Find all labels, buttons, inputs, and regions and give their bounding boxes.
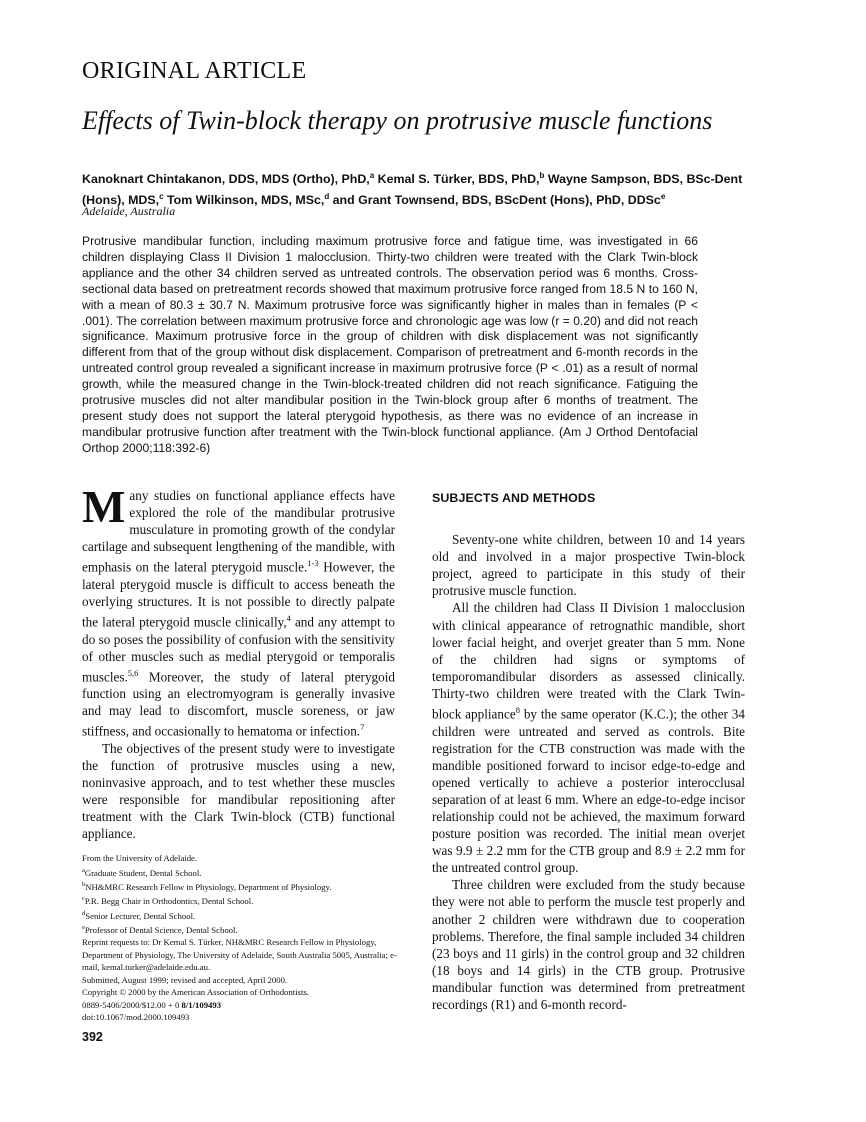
methods-paragraph-2	[432, 599, 745, 876]
intro-text-b: However, the lateral pterygoid muscle is difficult to access beneath the overlying structures. It is not possible to directly palpate the lateral pterygoid muscle clinically,	[82, 559, 396, 630]
footnote-doi: doi:10.1067/mod.2000.109493	[82, 1012, 190, 1023]
page-number: 392	[82, 1030, 103, 1044]
abstract: Protrusive mandibular function, including maximum protrusive force and fatigue time, was investigated in 66 children displaying Class II Division 1 malocclusion. Thirty-two children were treated with the Clark Twin-block appliance and the other 34 children served as untreated controls. The observation period was 6 months. Cross-sectional data based on pretreatment records showed that maximum protrusive force ranged from 18.5 N to 160 N, with a mean of 80.3 ± 30.7 N. Maximum protrusive force was significantly higher in males than in females (P < .001). The correlation between maximum protrusive force and chronologic age was low (r = 0.20) and did not reach significance. Maximum protrusive force in the group of children with disk displacement was not significantly different from that of the group without disk displacement. Comparison of pretreatment and 6-month records in the untreated control group revealed a significant increase in maximum protrusive force (P < .01) as a result of normal growth, while the measured change in the Twin-block-treated children did not reach significance. Fatiguing the protrusive muscles did not alter mandibular position in the Twin-block group after 6 months of treatment. The present study does not support the lateral pterygoid hypothesis, as there was no evidence of an increase in mandibular protrusive function after treatment with the Twin-block functional appliance. (Am J Orthod Dentofacial Orthop 2000;118:392-6)	[82, 234, 698, 455]
footnote-copyright: Copyright © 2000 by the American Association of Orthodontists.	[82, 987, 309, 998]
footnote-b	[82, 879, 402, 893]
footnote-text: Professor of Dental Science, Dental School.	[84, 924, 238, 935]
issn-code: 8/1/109493	[181, 999, 222, 1010]
footnote-c	[82, 893, 402, 907]
author-4-affil-mark: d	[324, 192, 330, 202]
author-2-affil-mark: b	[539, 171, 545, 180]
article-title: Effects of Twin-block therapy on protrusive muscle functions	[82, 106, 713, 135]
footnote-e	[82, 922, 402, 936]
footnote-text: Senior Lecturer, Dental School.	[85, 910, 196, 921]
footnote-submitted: Submitted, August 1999; revised and accepted, April 2000.	[82, 974, 288, 985]
author-5-affil-mark: e	[660, 192, 666, 202]
intro-paragraph-2: The objectives of the present study were to investigate the function of protrusive muscles using a new, noninvasive approach, and to test whether these muscles were responsible for mandibular repositioning after treatment with the Clark Twin-block (CTB) functional appliance.	[82, 740, 395, 842]
footnotes	[82, 852, 402, 1024]
author-5: and Grant Townsend, BDS, BScDent (Hons), PhD, DDSc	[332, 193, 661, 208]
methods-text-b: by the same operator (K.C.); the other 34 children were untreated and served as controls. Bite registration for the CTB construction was made with the mandible positioned forward to incisor edge-to-edge and opened vertically to achieve a posterior interocclusal separation of at least 6 mm. Where an edge-to-edge incisor relationship could not be achieved, the maximum forward posture position was recorded. The initial mean overjet was 9.9 ± 2.2 mm for the CTB group and 8.9 ± 2.2 mm for the untreated control group.	[432, 706, 745, 876]
issn-price: 0889-5406/2000/$12.00 + 0	[82, 999, 182, 1010]
footnote-mark: e	[82, 924, 85, 932]
footnote-text: P.R. Begg Chair in Orthodontics, Dental School.	[84, 896, 254, 907]
footnote-mark: a	[82, 866, 85, 874]
footnote-mark: b	[82, 880, 86, 888]
footnote-mark: c	[82, 895, 85, 903]
footnote-d	[82, 908, 402, 922]
footnote-issn	[82, 999, 402, 1012]
section-label: ORIGINAL ARTICLE	[82, 58, 307, 84]
intro-text-a: any studies on functional appliance effects have explored the role of the mandibular protrusive musculature in promoting growth of the condylar cartilage and subsequent lengthening of the mandible, with emphasis on the lateral pterygoid muscle.	[82, 488, 395, 575]
citation-ref: 7	[360, 722, 365, 733]
citation-ref: 8	[515, 705, 520, 716]
intro-paragraph-1	[82, 481, 396, 740]
left-column	[82, 481, 396, 842]
footnote-text: Graduate Student, Dental School.	[84, 867, 202, 878]
section-heading: SUBJECTS AND METHODS	[432, 491, 596, 505]
citation-ref: 5,6	[127, 667, 139, 678]
footnote-mark: d	[82, 909, 86, 917]
methods-paragraph-3: Three children were excluded from the study because they were not able to perform the muscle test properly and another 2 children were withdrawn due to cooperation problems. Therefore, the final sample included 34 children (23 boys and 11 girls) in the control group and 32 children (18 boys and 14 girls) in the CTB group. Protrusive mandibular function was determined from pretreatment recordings (R1) and 6-month record-	[432, 877, 745, 1013]
footnote-a	[82, 865, 402, 879]
footnote-from: From the University of Adelaide.	[82, 853, 198, 863]
author-1-affil-mark: a	[369, 171, 375, 180]
right-column	[432, 487, 745, 1013]
citation-ref: 1-3	[307, 558, 319, 569]
intro-text-c: and any attempt to do so poses the possibility of confusion with the sensitivity of other muscles such as medial pterygoid or temporalis muscles.	[82, 614, 395, 685]
author-3: Wayne Sampson, BDS, BSc-Dent (Hons), MDS,	[82, 172, 743, 208]
drop-cap: M	[82, 481, 126, 532]
footnote-reprint: Reprint requests to: Dr Kemal S. Türker, NH&MRC Research Fellow in Physiology, Department of Physiology, The University of Adelaide, South Australia 5005, Australia; e-mail, kemal.turker@adelaide.edu.au.	[82, 937, 397, 973]
author-list	[82, 167, 762, 209]
author-3-affil-mark: c	[159, 192, 164, 202]
intro-text-d: Moreover, the study of lateral pterygoid function using an electromyogram is generally invasive and may lead to discomfort, muscle soreness, or jaw stiffness, and occasionally to hematoma or infection.	[82, 669, 395, 739]
methods-paragraph-1: Seventy-one white children, between 10 and 14 years old and involved in a major prospective Twin-block project, agreed to participate in this study of their protrusive muscle function.	[432, 532, 745, 599]
methods-text-a: All the children had Class II Division 1 malocclusion with clinical appearance of retrognathic mandible, short lower facial height, and overjet greater than 5 mm. None of the children had signs or symptoms of temporomandibular disorders as assessed clinically. Thirty-two children were treated with the Clark Twin-block appliance	[432, 600, 745, 722]
author-1: Kanoknart Chintakanon, DDS, MDS (Ortho), PhD,	[82, 172, 370, 187]
footnote-text: NH&MRC Research Fellow in Physiology, Department of Physiology.	[85, 881, 332, 892]
citation-ref: 4	[286, 613, 291, 624]
author-4: Tom Wilkinson, MDS, MSc,	[167, 193, 325, 208]
author-2: Kemal S. Türker, BDS, PhD,	[377, 172, 540, 187]
author-location: Adelaide, Australia	[82, 204, 176, 218]
